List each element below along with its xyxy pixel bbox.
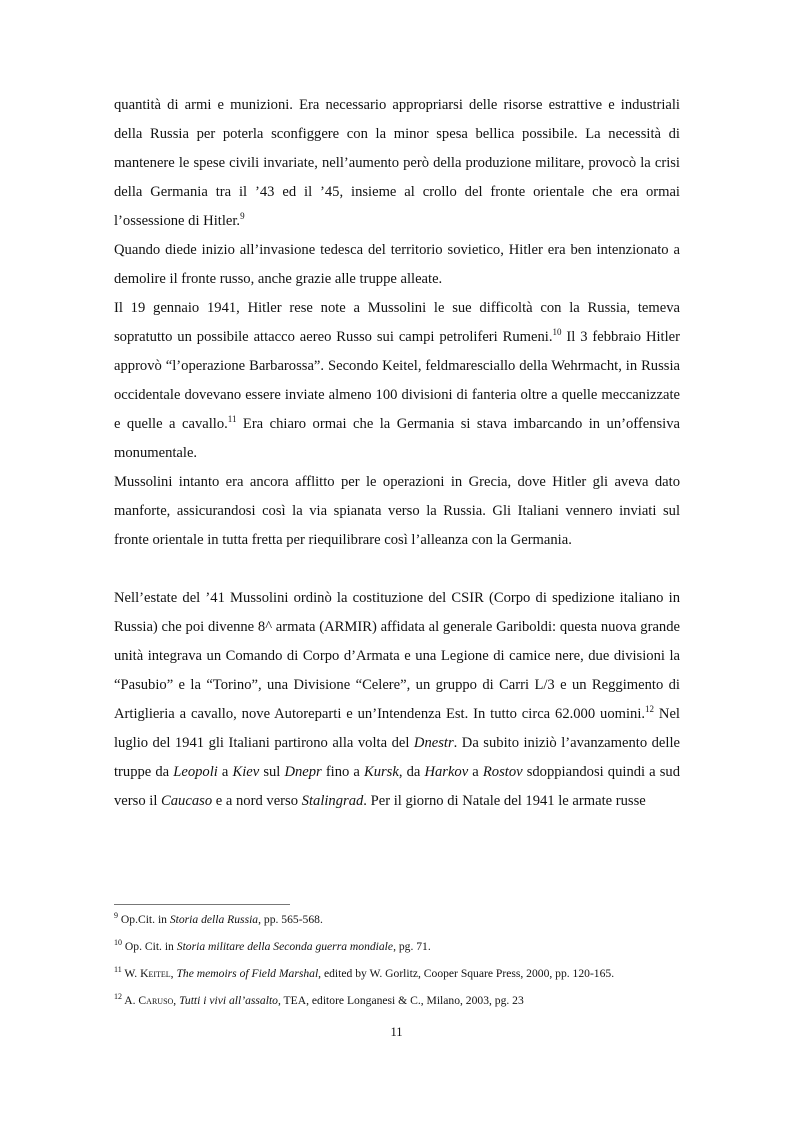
footnote-number: 10: [114, 938, 122, 947]
footnote-ref-11[interactable]: 11: [227, 414, 237, 424]
footnote-9: [114, 912, 680, 928]
footnote-ref-10[interactable]: 10: [552, 327, 562, 337]
footnotes: [114, 912, 680, 1020]
paragraph-1-text: quantità di armi e munizioni. Era necessario appropriarsi delle risorse estrattive e industriali della Russia per poterla sconfiggere con la minor spesa bellica possibile. La necessità di mantenere le spese civili invariate, nell’aumento però della produzione militare, provocò la crisi della Germania tra il ’43 ed il ’45, insieme al crollo del fronte orientale che era ormai l’ossessione di Hitler.: [114, 97, 680, 229]
paragraph-5-text-c: . Da subito iniziò l’avanzamento delle truppe da: [114, 735, 680, 780]
place-kursk: Kursk: [363, 764, 399, 780]
paragraph-3: [114, 294, 680, 468]
page-number: 11: [390, 1025, 403, 1039]
footnote-number: 9: [114, 911, 118, 920]
footnote-text: Op. Cit. in: [122, 940, 177, 953]
footnote-ref-12[interactable]: 12: [645, 704, 655, 714]
paragraph-1: [114, 91, 680, 236]
paragraph-5-text-a: Nell’estate del ’41 Mussolini ordinò la costituzione del CSIR (Corpo di spedizione italiano in Russia) che poi divenne 8^ armata (ARMIR) affidata al generale Gariboldi: questa nuova grande unità integrava un Comando di Corpo d’Armata e una Legione di camice nere, due divisioni la “Pasubio” e la “Torino”, una Divisione “Celere”, un gruppo di Carri L/3 e un Reggimento di Artiglieria a cavallo, nove Autoreparti e un’Intendenza Est. In tutto circa 62.000 uomini.: [114, 590, 680, 722]
place-stalingrad: Stalingrad: [301, 793, 364, 809]
footnote-text: ,: [173, 994, 180, 1007]
place-dnepr: Dnepr: [284, 764, 322, 780]
footnote-text: , pp. 565-568.: [258, 913, 323, 926]
footnote-separator: [114, 904, 290, 905]
paragraph-3-text-b: Il 3 febbraio Hitler approvò “l’operazione Barbarossa”. Secondo Keitel, feldmaresciallo della Wehrmacht, in Russia occidentale dovevano essere inviate almeno 100 divisioni di fanteria oltre a quelle meccanizzate e quelle a cavallo.: [114, 329, 680, 432]
place-kiev: Kiev: [232, 764, 260, 780]
footnote-11: [114, 966, 680, 982]
footnote-author-smallcaps: aruso: [146, 994, 174, 1007]
paragraph-3-text-a: Il 19 gennaio 1941, Hitler rese note a Mussolini le sue difficoltà con la Russia, temeva sopratutto un possibile attacco aereo Russo sui campi petroliferi Rumeni.: [114, 300, 680, 345]
paragraph-5-text-k: . Per il giorno di Natale del 1941 le armate russe: [363, 793, 646, 809]
footnote-title: The memoirs of Field Marshal: [176, 967, 319, 980]
paragraph-5-text-d: a: [217, 764, 233, 780]
paragraph-5-text-j: e a nord verso: [212, 793, 302, 809]
paragraph-5-text-e: sul: [259, 764, 285, 780]
place-leopoli: Leopoli: [173, 764, 218, 780]
footnote-12: [114, 993, 680, 1009]
footnote-title: Storia della Russia: [169, 913, 259, 926]
paragraph-5: [114, 584, 680, 816]
footnote-title: Storia militare della Seconda guerra mondiale: [176, 940, 394, 953]
footnote-text: ,: [170, 967, 177, 980]
footnote-title: Tutti i vivi all’assalto: [179, 994, 278, 1007]
place-harkov: Harkov: [424, 764, 469, 780]
paragraph-4: Mussolini intanto era ancora afflitto per le operazioni in Grecia, dove Hitler gli aveva dato manforte, assicurandosi così la via spianata verso la Russia. Gli Italiani vennero inviati sul fronte orientale in tutta fretta per riequilibrare così l’alleanza con la Germania.: [114, 474, 680, 548]
paragraph-5-text-b: Nel luglio del 1941 gli Italiani partirono alla volta del: [114, 706, 680, 751]
footnote-text: , TEA, editore Longanesi & C., Milano, 2003, pg. 23: [277, 994, 524, 1007]
paragraph-5-text-f: fino a: [321, 764, 364, 780]
footnote-number: 11: [114, 965, 122, 974]
footnote-text: , pg. 71.: [393, 940, 431, 953]
paragraph-5-text-g: , da: [398, 764, 425, 780]
body-text: [114, 91, 680, 816]
paragraph-3-text-c: Era chiaro ormai che la Germania si stava imbarcando in un’offensiva monumentale.: [114, 416, 681, 461]
footnote-ref-9[interactable]: 9: [240, 211, 245, 221]
footnote-author-smallcaps: eitel: [148, 967, 171, 980]
footnote-text: Op.Cit. in: [118, 913, 170, 926]
footnote-number: 12: [114, 992, 122, 1001]
footnote-10: [114, 939, 680, 955]
paragraph-5-text-h: a: [468, 764, 483, 780]
footnote-author: A. C: [122, 994, 147, 1007]
paragraph-2: Quando diede inizio all’invasione tedesca del territorio sovietico, Hitler era ben intenzionato a demolire il fronte russo, anche grazie alle truppe alleate.: [114, 242, 680, 287]
place-caucaso: Caucaso: [161, 793, 213, 809]
paragraph-5-text-i: sdoppiandosi quindi a sud verso il: [114, 764, 681, 809]
footnote-text: , edited by W. Gorlitz, Cooper Square Press, 2000, pp. 120-165.: [318, 967, 615, 980]
place-rostov: Rostov: [482, 764, 523, 780]
footnote-author: W. K: [121, 967, 149, 980]
place-dnestr: Dnestr: [413, 735, 454, 751]
